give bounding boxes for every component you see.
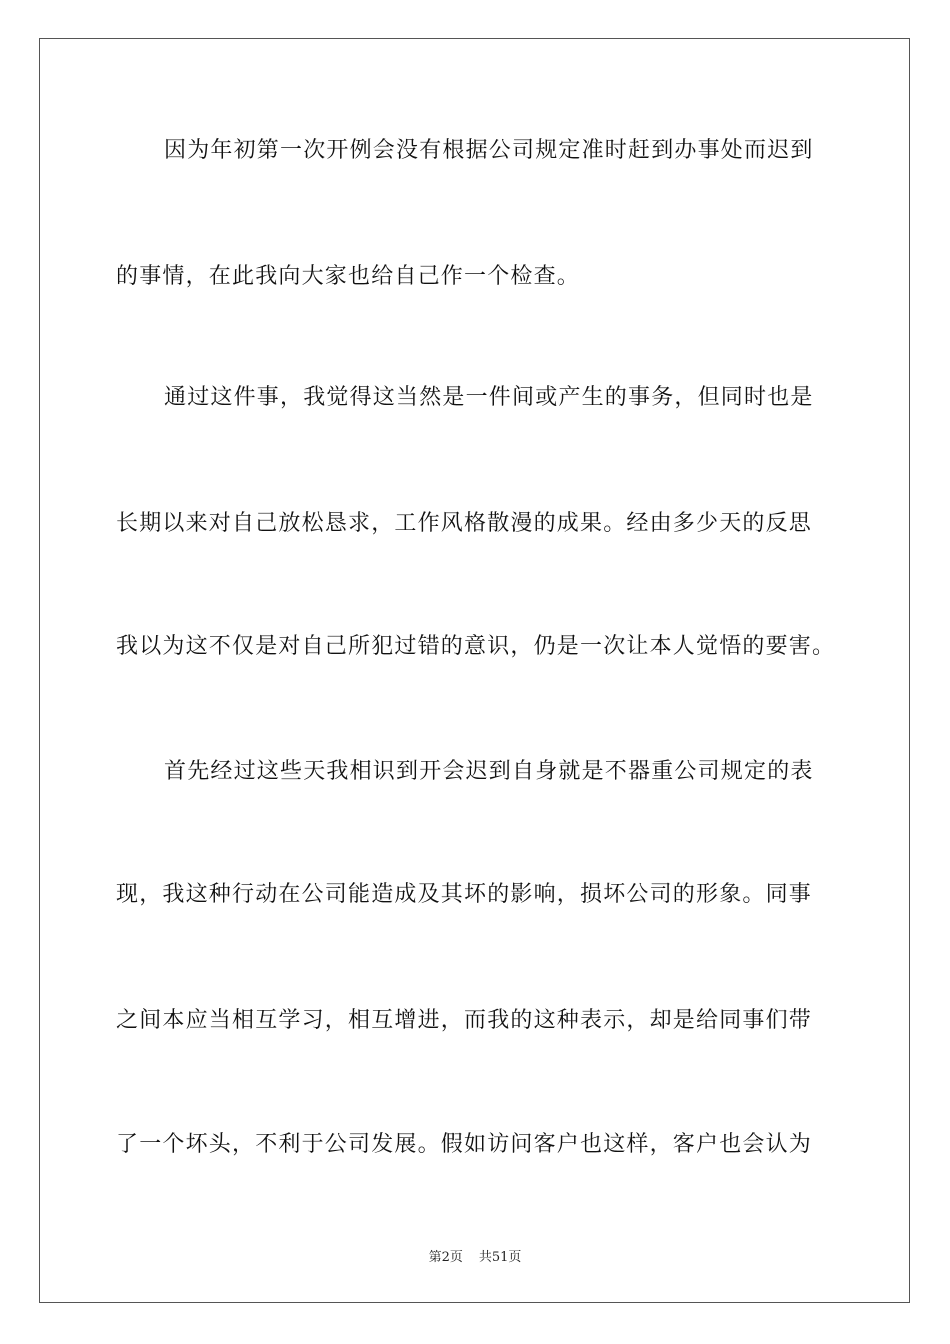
paragraph-line: 我以为这不仅是对自己所犯过错的意识，仍是一次让本人觉悟的要害。 <box>116 634 836 659</box>
paragraph-line: 了一个坏头，不利于公司发展。假如访问客户也这样，客户也会认为 <box>116 1132 813 1157</box>
page-border <box>39 38 910 1303</box>
paragraph-line: 的事情，在此我向大家也给自己作一个检查。 <box>116 264 581 289</box>
paragraph-line: 因为年初第一次开例会没有根据公司规定准时赶到办事处而迟到 <box>164 138 814 163</box>
paragraph-line: 首先经过这些天我相识到开会迟到自身就是不器重公司规定的表 <box>164 759 814 784</box>
page-number: 第2页 <box>428 1250 463 1265</box>
paragraph-line: 通过这件事，我觉得这当然是一件间或产生的事务，但同时也是 <box>164 385 814 410</box>
page-footer <box>0 1246 950 1265</box>
paragraph-line: 之间本应当相互学习，相互增进，而我的这种表示，却是给同事们带 <box>116 1008 813 1033</box>
paragraph-line: 长期以来对自己放松恳求，工作风格散漫的成果。经由多少天的反思 <box>116 511 813 536</box>
total-pages: 共51页 <box>478 1250 522 1265</box>
paragraph-line: 现，我这种行动在公司能造成及其坏的影响，损坏公司的形象。同事 <box>116 882 813 907</box>
